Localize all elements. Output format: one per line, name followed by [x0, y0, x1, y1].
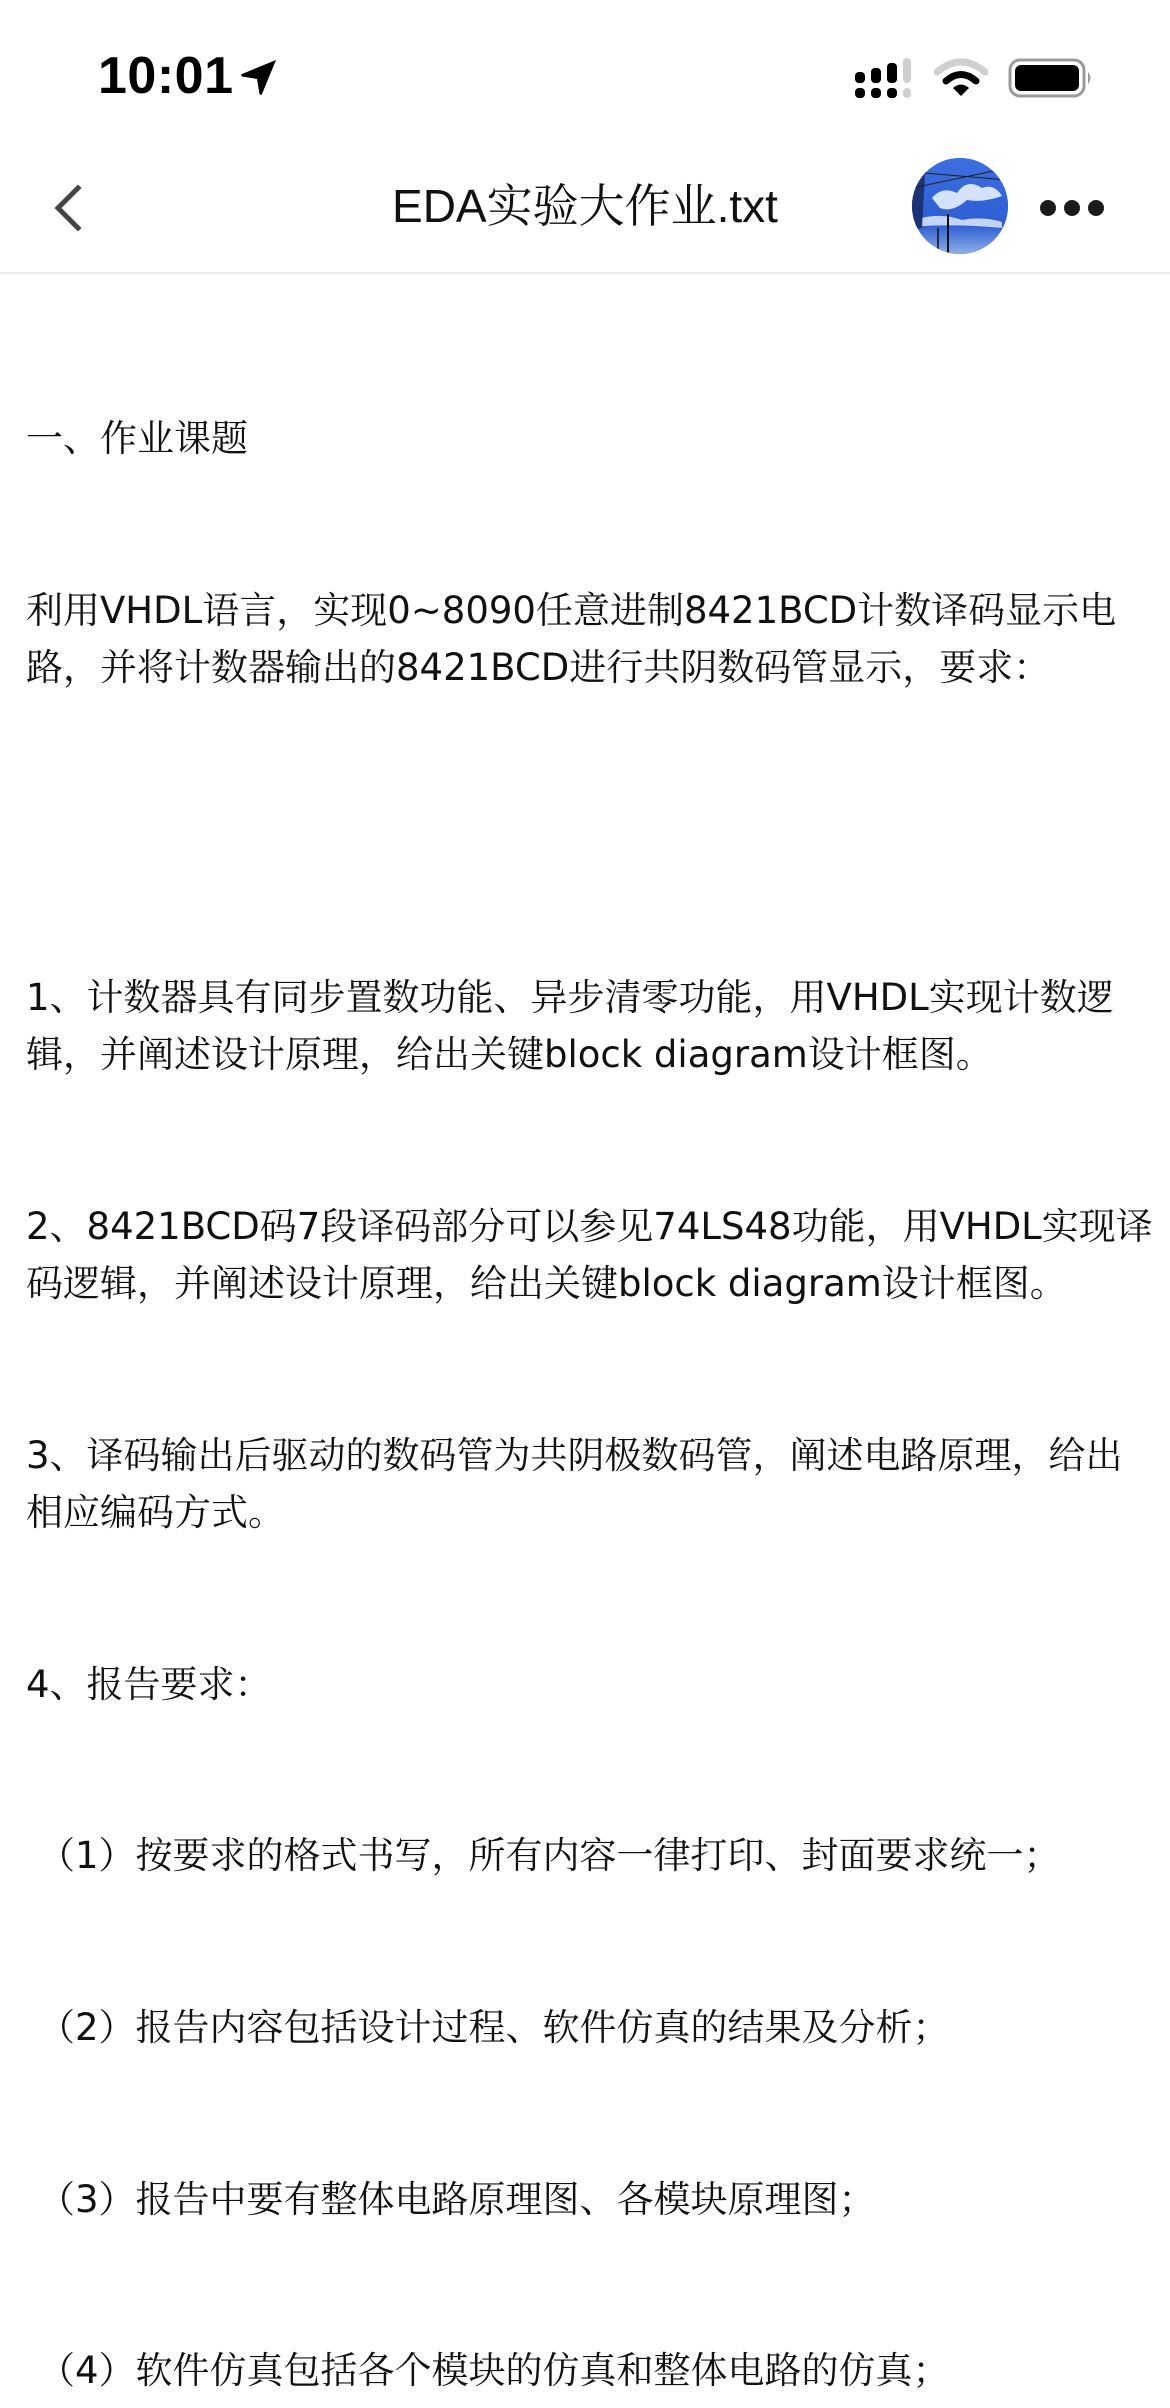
intro-paragraph: 利用VHDL语言，实现0~8090任意进制8421BCD计数译码显示电路，并将计数器输出的8421BCD进行共阴数码管显示，要求：	[26, 589, 1117, 690]
battery-icon	[1008, 58, 1094, 98]
ellipsis-icon	[1040, 200, 1104, 216]
status-time: 10:01	[98, 47, 234, 105]
report-requirement-1: （1）按要求的格式书写，所有内容一律打印、封面要求统一；	[38, 1834, 1061, 1878]
back-button[interactable]	[40, 170, 100, 240]
section-heading: 一、作业课题	[26, 417, 248, 461]
page-title: EDA实验大作业.txt	[392, 180, 778, 232]
chevron-left-icon	[58, 188, 78, 228]
wifi-icon	[934, 58, 988, 98]
location-arrow-icon	[238, 56, 280, 98]
report-requirement-4: （4）软件仿真包括各个模块的仿真和整体电路的仿真；	[38, 2349, 950, 2393]
navigation-bar	[0, 140, 1170, 274]
more-options-button[interactable]	[1036, 184, 1108, 232]
avatar[interactable]	[912, 158, 1008, 254]
report-requirement-2: （2）报告内容包括设计过程、软件仿真的结果及分析；	[38, 2005, 950, 2049]
requirement-item-2: 2、8421BCD码7段译码部分可以参见74LS48功能，用VHDL实现译码逻辑，并阐述设计原理，给出关键block diagram设计框图。	[26, 1205, 1153, 1306]
requirement-item-1: 1、计数器具有同步置数功能、异步清零功能，用VHDL实现计数逻辑，并阐述设计原理，给出关键block diagram设计框图。	[26, 976, 1114, 1077]
requirement-item-4: 4、报告要求：	[26, 1662, 272, 1706]
status-bar	[0, 0, 1170, 140]
document-content	[26, 296, 1156, 2408]
blank-line	[26, 811, 1156, 855]
cellular-signal-icon	[855, 58, 915, 100]
requirement-item-3: 3、译码输出后驱动的数码管为共阴极数码管，阐述电路原理，给出相应编码方式。	[26, 1433, 1123, 1535]
report-requirement-3: （3）报告中要有整体电路原理图、各模块原理图；	[38, 2177, 876, 2221]
avatar-image-icon	[912, 158, 1008, 254]
